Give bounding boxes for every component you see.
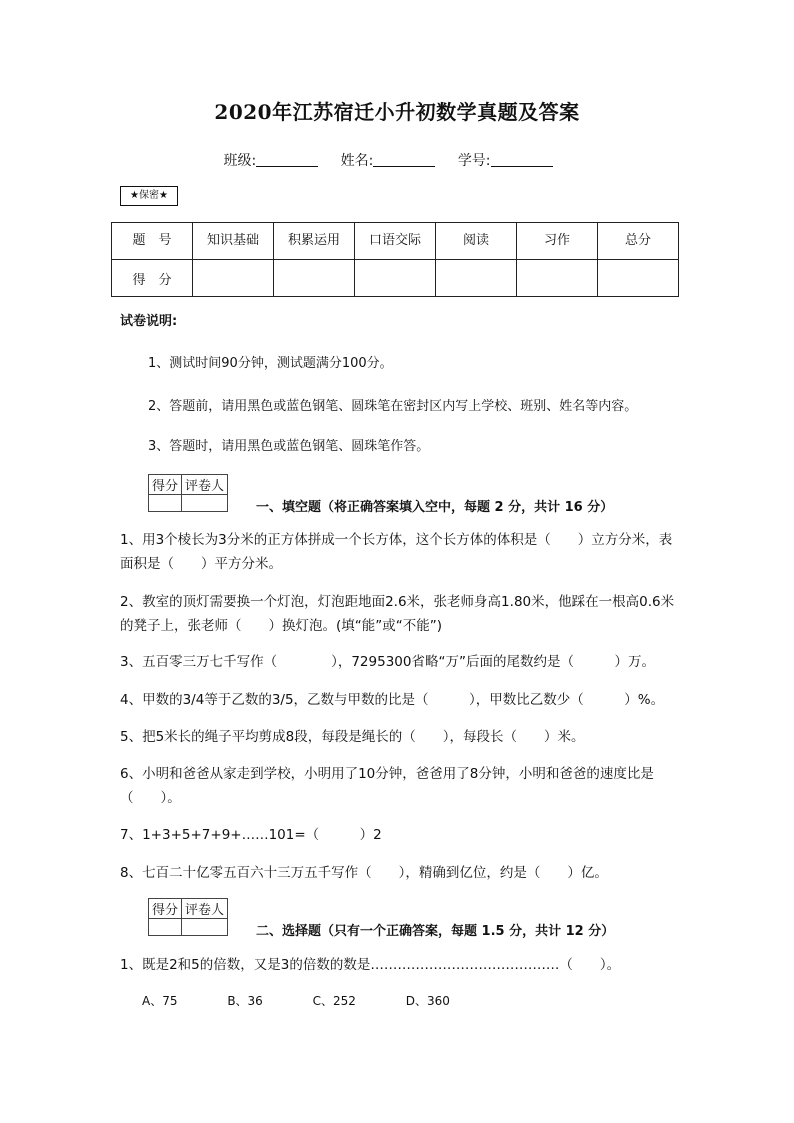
page-title: 2020年江苏宿迁小升初数学真题及答案 xyxy=(214,100,580,124)
choice-d[interactable]: D、360 xyxy=(405,994,450,1008)
question-item: 8、七百二十亿零五百六十三万五千写作（ ），精确到亿位，约是（ ）亿。 xyxy=(120,865,608,881)
grader-box xyxy=(148,474,228,512)
class-label: 班级: xyxy=(223,153,257,169)
score-cell[interactable] xyxy=(193,260,274,297)
choice-a[interactable]: A、75 xyxy=(142,994,178,1008)
score-header-cell: 阅读 xyxy=(436,223,517,260)
question-item: 1、用3个棱长为3分米的正方体拼成一个长方体，这个长方体的体积是（ ）立方分米，表面积是（ ）平方分米。 xyxy=(120,532,673,572)
confidential-stamp: ★保密★ xyxy=(120,186,178,206)
question-item: 4、甲数的3/4等于乙数的3/5，乙数与甲数的比是（ ），甲数比乙数少（ ）%。 xyxy=(120,692,665,708)
note-item: 3、答题时，请用黑色或蓝色钢笔、圆珠笔作答。 xyxy=(148,439,430,454)
grader-score-label: 得分 xyxy=(149,899,182,919)
grader-reviewer-cell[interactable] xyxy=(182,919,228,936)
score-header-cell: 口语交际 xyxy=(355,223,436,260)
choice-c[interactable]: C、252 xyxy=(312,994,356,1008)
score-table xyxy=(111,222,679,297)
question-item: 1、既是2和5的倍数，又是3的倍数的数是……………………………………（ ）。 xyxy=(120,957,621,973)
score-cell[interactable] xyxy=(355,260,436,297)
score-cell[interactable] xyxy=(436,260,517,297)
question-item: 7、1+3+5+7+9+……101=（ ）2 xyxy=(120,827,382,843)
question-item: 5、把5米长的绳子平均剪成8段，每段是绳长的（ ），每段长（ ）米。 xyxy=(120,729,585,745)
score-header-cell: 知识基础 xyxy=(193,223,274,260)
grader-reviewer-label: 评卷人 xyxy=(182,475,228,495)
score-row-label: 得 分 xyxy=(112,260,193,297)
grader-score-cell[interactable] xyxy=(149,919,182,936)
grader-score-cell[interactable] xyxy=(149,495,182,512)
name-label: 姓名: xyxy=(340,153,374,169)
section-2-title: 二、选择题（只有一个正确答案，每题 1.5 分，共计 12 分） xyxy=(256,924,615,939)
grader-reviewer-label: 评卷人 xyxy=(182,899,228,919)
score-cell[interactable] xyxy=(274,260,355,297)
question-item: 6、小明和爸爸从家走到学校，小明用了10分钟，爸爸用了8分钟，小明和爸爸的速度比是（ ）。 xyxy=(120,766,654,806)
score-header-cell: 积累运用 xyxy=(274,223,355,260)
id-blank[interactable] xyxy=(491,152,553,167)
score-table-header-row xyxy=(112,223,679,260)
question-item: 2、教室的顶灯需要换一个灯泡，灯泡距地面2.6米，张老师身高1.80米，他踩在一根高0.6米的凳子上，张老师（ ）换灯泡。(填“能”或“不能”) xyxy=(120,594,675,634)
id-label: 学号: xyxy=(457,153,491,169)
notes-heading: 试卷说明: xyxy=(120,314,178,329)
grader-score-label: 得分 xyxy=(149,475,182,495)
score-header-cell: 总分 xyxy=(598,223,679,260)
note-item: 2、答题前，请用黑色或蓝色钢笔、圆珠笔在密封区内写上学校、班别、姓名等内容。 xyxy=(148,399,638,414)
student-info xyxy=(0,150,794,170)
score-table-score-row xyxy=(112,260,679,297)
name-blank[interactable] xyxy=(373,152,435,167)
score-header-cell: 习作 xyxy=(517,223,598,260)
grader-box xyxy=(148,898,228,936)
note-item: 1、测试时间90分钟，测试题满分100分。 xyxy=(148,356,393,371)
score-cell[interactable] xyxy=(517,260,598,297)
question-item: 3、五百零三万七千写作（ ），7295300省略“万”后面的尾数约是（ ）万。 xyxy=(120,654,655,670)
choices-row xyxy=(142,992,496,1009)
choice-b[interactable]: B、36 xyxy=(227,994,263,1008)
score-cell[interactable] xyxy=(598,260,679,297)
score-header-cell: 题 号 xyxy=(112,223,193,260)
grader-reviewer-cell[interactable] xyxy=(182,495,228,512)
class-blank[interactable] xyxy=(256,152,318,167)
section-1-title: 一、填空题（将正确答案填入空中，每题 2 分，共计 16 分） xyxy=(256,500,614,515)
